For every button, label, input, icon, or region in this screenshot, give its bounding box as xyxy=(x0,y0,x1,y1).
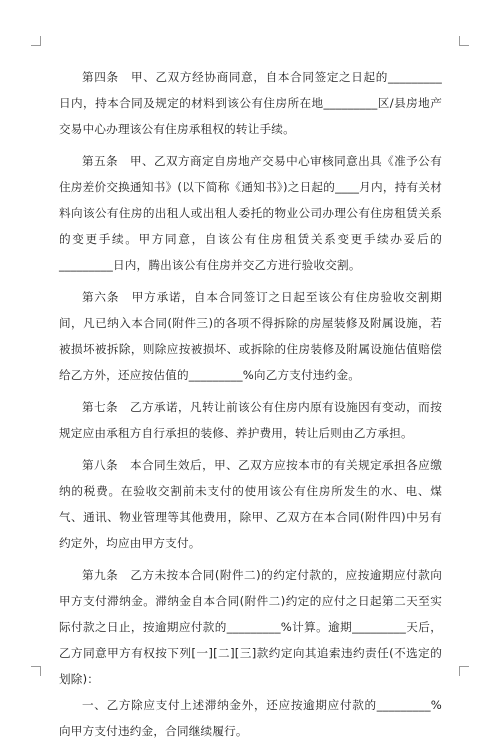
clause-9-option-1: 一、乙方除应支付上述滞纳金外，还应按逾期应付款的_________%向甲方支付违约金，合同继续履行。 xyxy=(59,698,442,738)
clause-4: 第四条 甲、乙双方经协商同意，自本合同签定之日起的_________日内，持本合同及规定的材料到该公有住房所在地_________区/县房地产交易中心办理该公有住房承租权的转让手续。 xyxy=(59,70,442,136)
clause-6: 第六条 甲方承诺，自本合同签订之日起至该公有住房验收交割期间，凡已纳入本合同(附件三)的各项不得拆除的房屋装修及附属设施，若被损坏被拆除，则除应按被损坏、或拆除的住房装修及附属设施估值赔偿给乙方外，还应按估值的_________%向乙方支付违约金。 xyxy=(59,290,442,382)
page-corner-mark-top-right xyxy=(459,36,469,46)
clause-8: 第八条 本合同生效后，甲、乙双方应按本市的有关规定承担各应缴纳的税费。在验收交割前未支付的使用该公有住房所发生的水、电、煤气、通讯、物业管理等其他费用，除甲、乙双方在本合同(附件四)中另有约定外，均应由甲方支付。 xyxy=(59,458,442,550)
page-corner-mark-top-left xyxy=(31,36,41,46)
clause-7: 第七条 乙方承诺，凡转让前该公有住房内原有设施因有变动，而按规定应由承租方自行承担的装修、养护费用，转让后则由乙方承担。 xyxy=(59,400,442,440)
page-corner-mark-bottom-right xyxy=(459,666,469,676)
document-body xyxy=(59,64,442,744)
clause-5: 第五条 甲、乙双方商定自房地产交易中心审核同意出具《准予公有住房差价交换通知书》(以下简称《通知书》)之日起的____月内，持有关材料向该公有住房的出租人或出租人委托的物业公司办理公有住房租赁关系的变更手续。甲方同意，自该公有住房租赁关系变更手续办妥后的_________日内，腾出该公有住房并交乙方进行验收交割。 xyxy=(59,154,442,272)
clause-9: 第九条 乙方未按本合同(附件二)的约定付款的，应按逾期应付款向甲方支付滞纳金。滞纳金自本合同(附件二)约定的应付之日起第二天至实际付款之日止，按逾期应付款的_________%计算。逾期_________天后，乙方同意甲方有权按下列[一][二][三]款约定向其追索违约责任(不选定的划除)： xyxy=(59,568,442,686)
page-corner-mark-bottom-left xyxy=(31,666,41,676)
